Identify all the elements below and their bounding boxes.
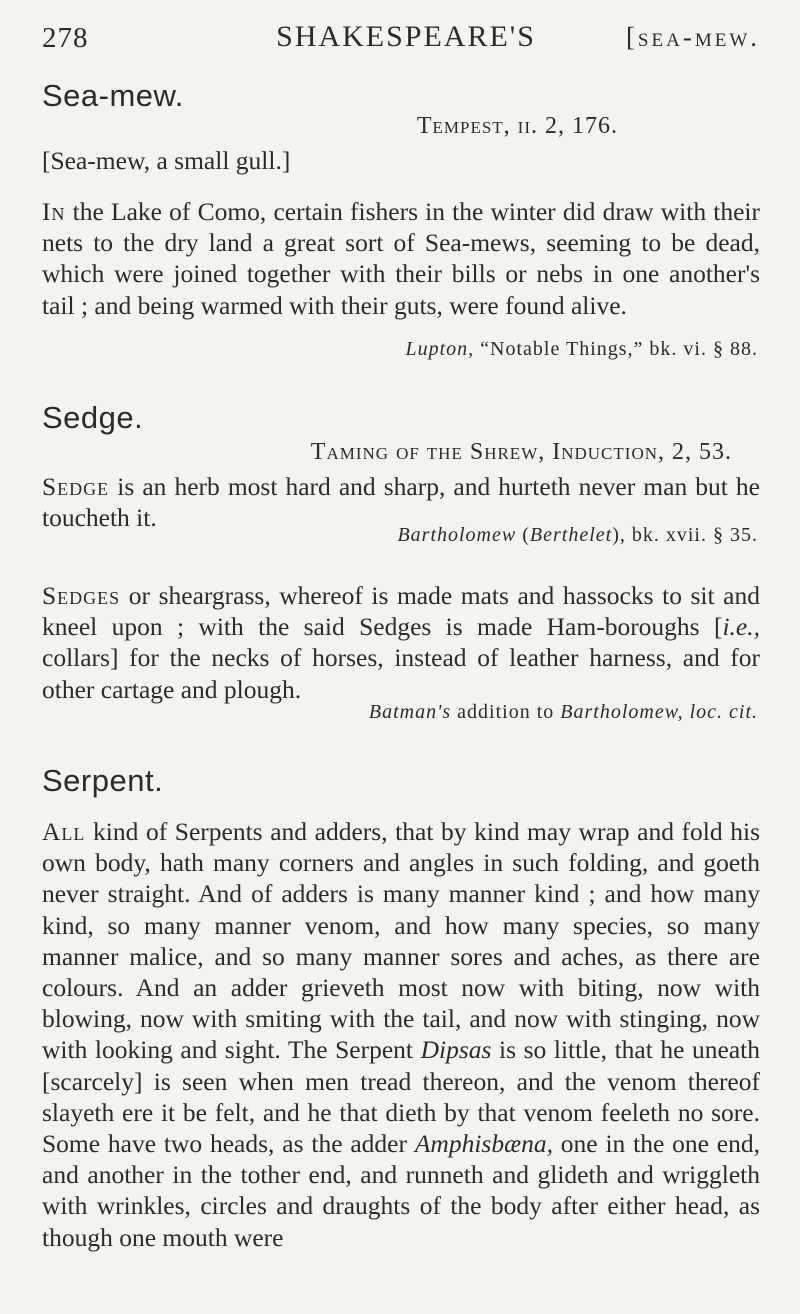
paragraph-text: is an herb most hard and sharp, and hurteth never man but he toucheth it. [42, 472, 760, 533]
lead-word: Sedge [42, 472, 110, 501]
paragraph-text: or sheargrass, whereof is made mats and hassocks to sit and kneel upon ; with the said Sedges is made Ham‑boroughs [ [42, 581, 760, 642]
running-section: [sea-mew. [625, 22, 760, 52]
species-name: Amphisbæna, [414, 1129, 553, 1159]
running-title: SHAKESPEARE'S [276, 20, 536, 53]
page-number: 278 [42, 22, 89, 54]
paragraph-text: the Lake of Como, certain fishers in the winter did draw with their nets to the dry land a great sort of Sea-mews, seeming to be dead, which were joined together with their bills or nebs in one another's tail ; and being warmed with their guts, were found alive. [42, 197, 760, 320]
abbreviation: i.e., [722, 612, 760, 642]
entry-reference-sea-mew: Tempest, ii. 2, 176. [416, 113, 618, 139]
entry-heading-sedge: Sedge. [42, 400, 144, 435]
paragraph-text: one in the one end, and another in the tother end, and runneth and glideth and wriggleth with wrinkles, circles and draughts of the body after either head, as though one mouth were [42, 1129, 760, 1252]
entry-text-sedge-2 [42, 580, 760, 705]
entry-gloss-sea-mew: [Sea-mew, a small gull.] [42, 146, 291, 175]
source-author: Batman's [368, 701, 452, 723]
entry-heading-serpent: Serpent. [42, 763, 164, 798]
entry-text-sea-mew [42, 196, 760, 321]
running-head [42, 16, 760, 60]
paragraph-text: kind of Serpents and adders, that by kind may wrap and fold his own body, hath many corners and angles in such folding, and goeth never straight. And of adders is many manner kind ; and how many kind, so many manner venom, and how many species, so many manner malice, and so many manner sores and aches, as there are colours. And an adder grieveth most now with biting, now with blowing, now with smiting with the tail, and now with stinging, now with looking and sight. The Serpent [42, 817, 760, 1065]
entry-source-sedge-1: Bartholomew (Berthelet), bk. xvii. § 35. [397, 524, 758, 546]
paragraph-text: is so little, that he uneath [scarcely] is seen when men tread thereon, and the venom thereof slayeth ere it be felt, and he that dieth by that venom feeleth no sore. Some have two heads, as the adder [42, 1035, 760, 1159]
entry-source-sea-mew [405, 338, 758, 361]
paragraph-text: collars] for the necks of horses, instead of leather harness, and for other cartage and plough. [42, 643, 760, 704]
source-detail: “Notable Things,” bk. vi. § 88. [474, 338, 758, 360]
entry-reference-sedge: Taming of the Shrew, Induction, 2, 53. [310, 439, 732, 465]
lead-word: In [42, 197, 66, 226]
entry-heading-sea-mew: Sea-mew. [42, 78, 184, 113]
source-printer: Berthelet [529, 524, 613, 546]
lead-word: All [42, 817, 86, 846]
source-detail: addition to [451, 701, 561, 723]
source-author: Lupton, [405, 338, 475, 360]
entry-text-serpent [42, 816, 760, 1253]
source-detail: , bk. xvii. § 35. [619, 524, 758, 546]
entry-source-sedge-2 [369, 701, 758, 724]
lead-word: Sedges [42, 581, 121, 610]
source-author: Bartholomew [397, 524, 517, 546]
source-work: Bartholomew, loc. cit. [560, 701, 758, 723]
species-name: Dipsas [420, 1035, 492, 1065]
